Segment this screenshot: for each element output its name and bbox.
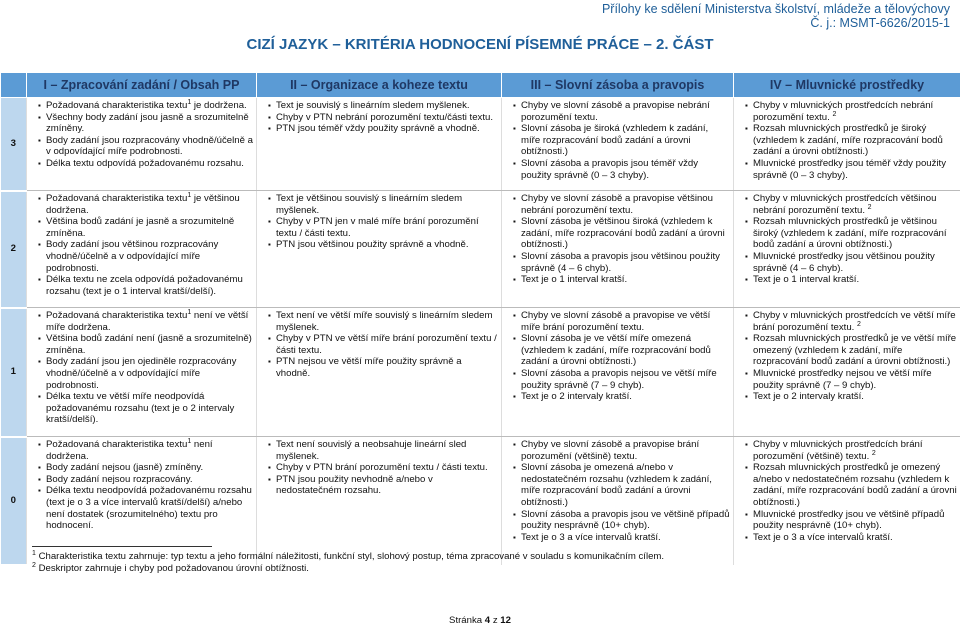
criteria-cell-grammar: [734, 98, 960, 191]
criteria-cell-content: [27, 98, 257, 191]
criteria-cell-organization: [257, 98, 502, 191]
criteria-cell-content: [27, 191, 257, 308]
criteria-item: ▪ Chyby v mluvnických prostředcích ve větší míře brání porozumění textu. $^2$: [745, 310, 957, 333]
criteria-item: ▪ Rozsah mluvnických prostředků je široký (vzhledem k zadání, míře rozpracování bodů zadání a úrovni obtížnosti.): [745, 123, 957, 158]
score-cell: 3: [1, 98, 27, 191]
table-row: [1, 191, 960, 308]
criteria-item: ▪ Požadovaná charakteristika textu$^1$ je dodržena.: [38, 100, 253, 112]
criteria-item: ▪ Většina bodů zadání je jasně a srozumitelně zmíněna.: [38, 216, 253, 239]
criteria-item: ▪ Rozsah mluvnických prostředků je ve větší míře omezený (vzhledem k zadání, míře rozpracování bodů zadání a úrovni obtížnosti.): [745, 333, 957, 368]
column-header-vocabulary: III – Slovní zásoba a pravopis: [502, 73, 734, 98]
table-row: [1, 308, 960, 437]
criteria-item: ▪ Chyby v mluvnických prostředcích nebrání porozumění textu. $^2$: [745, 100, 957, 123]
criteria-item: ▪ PTN jsou použity nevhodně a/nebo v nedostatečném rozsahu.: [268, 474, 498, 497]
criteria-cell-grammar: [734, 437, 960, 566]
score-cell: 2: [1, 191, 27, 308]
criteria-cell-organization: [257, 191, 502, 308]
criteria-item: ▪ Text je většinou souvislý s lineárním sledem myšlenek.: [268, 193, 498, 216]
criteria-item: ▪ Chyby ve slovní zásobě a pravopise brání porozumění (většině) textu.: [513, 439, 730, 462]
criteria-item: ▪ Mluvnické prostředky jsou většinou použity správně (4 – 6 chyb).: [745, 251, 957, 274]
criteria-item: ▪ Chyby v PTN nebrání porozumění textu/části textu.: [268, 112, 498, 124]
score-cell: 1: [1, 308, 27, 437]
criteria-item: ▪ Body zadání jsou rozpracovány vhodně/účelně a v odpovídající míře podrobnosti.: [38, 135, 253, 158]
criteria-item: ▪ Všechny body zadání jsou jasně a srozumitelně zmíněny.: [38, 112, 253, 135]
criteria-item: ▪ Text je souvislý s lineárním sledem myšlenek.: [268, 100, 498, 112]
criteria-item: ▪ Chyby ve slovní zásobě a pravopise většinou nebrání porozumění textu.: [513, 193, 730, 216]
column-header-grammar: IV – Mluvnické prostředky: [734, 73, 960, 98]
criteria-item: ▪ Mluvnické prostředky nejsou ve větší míře použity správně (7 – 9 chyb).: [745, 368, 957, 391]
criteria-cell-vocabulary: [502, 191, 734, 308]
header-line-ministry: Přílohy ke sdělení Ministerstva školství, mládeže a tělovýchovy: [601, 2, 950, 16]
criteria-cell-vocabulary: [502, 98, 734, 191]
criteria-item: ▪ Text je o 2 intervaly kratší.: [513, 391, 730, 403]
criteria-cell-organization: [257, 308, 502, 437]
criteria-item: ▪ Chyby v PTN brání porozumění textu / části textu.: [268, 462, 498, 474]
criteria-item: ▪ Body zadání nejsou rozpracovány.: [38, 474, 253, 486]
criteria-item: ▪ Body zadání nejsou (jasně) zmíněny.: [38, 462, 253, 474]
criteria-item: ▪ Slovní zásoba a pravopis jsou téměř vždy použity správně (0 – 3 chyby).: [513, 158, 730, 181]
criteria-item: ▪ PTN jsou téměř vždy použity správně a vhodně.: [268, 123, 498, 135]
page-number: Stránka 4 z 12: [449, 615, 511, 626]
score-header: [1, 73, 27, 98]
criteria-table: [0, 72, 960, 566]
criteria-item: ▪ Text není ve větší míře souvislý s lineárním sledem myšlenek.: [268, 310, 498, 333]
criteria-item: ▪ Text je o 1 interval kratší.: [745, 274, 957, 286]
criteria-item: ▪ Požadovaná charakteristika textu$^1$ není dodržena.: [38, 439, 253, 462]
criteria-item: ▪ Délka textu neodpovídá požadovanému rozsahu (text je o 3 a více intervalů kratší/delší) a/nebo není dostatek (srozumitelného) textu pro hodnocení.: [38, 485, 253, 531]
criteria-item: ▪ Rozsah mluvnických prostředků je omezený a/nebo v nedostatečném rozsahu (vzhledem k zadání, míře rozpracování bodů zadání a úrovni obtížnosti.): [745, 462, 957, 508]
criteria-item: ▪ PTN jsou většinou použity správně a vhodně.: [268, 239, 498, 251]
footnote-1: $^1$ Charakteristika textu zahrnuje: typ textu a jeho formální náležitosti, funkční styl, slohový postup, téma zpracované v souladu s komunikačním cílem.: [32, 549, 665, 562]
criteria-item: ▪ Body zadání jsou jen ojediněle rozpracovány vhodně/účelně a v odpovídající míře podrobnosti.: [38, 356, 253, 391]
footnote-divider: [32, 546, 212, 547]
criteria-item: ▪ Body zadání jsou většinou rozpracovány vhodně/účelně a v odpovídající míře podrobnosti.: [38, 239, 253, 274]
criteria-item: ▪ Rozsah mluvnických prostředků je většinou široký (vzhledem k zadání, míře rozpracování bodů zadání a úrovni obtížnosti.): [745, 216, 957, 251]
criteria-item: ▪ Slovní zásoba je omezená a/nebo v nedostatečném rozsahu (vzhledem k zadání, míře rozpracování bodů zadání a úrovni obtížnosti.): [513, 462, 730, 508]
criteria-item: ▪ Požadovaná charakteristika textu$^1$ není ve větší míře dodržena.: [38, 310, 253, 333]
criteria-cell-grammar: [734, 308, 960, 437]
criteria-item: ▪ Chyby v mluvnických prostředcích brání porozumění (většině) textu. $^2$: [745, 439, 957, 462]
column-header-content: I – Zpracování zadání / Obsah PP: [27, 73, 257, 98]
criteria-cell-grammar: [734, 191, 960, 308]
page-title: CIZÍ JAZYK – KRITÉRIA HODNOCENÍ PÍSEMNÉ PRÁCE – 2. ČÁST: [246, 36, 714, 53]
criteria-item: ▪ Mluvnické prostředky jsou téměř vždy použity správně (0 – 3 chyby).: [745, 158, 957, 181]
criteria-item: ▪ Slovní zásoba je široká (vzhledem k zadání, míře rozpracování bodů zadání a úrovni obtížnosti.): [513, 123, 730, 158]
criteria-item: ▪ Text není souvislý a neobsahuje lineární sled myšlenek.: [268, 439, 498, 462]
criteria-item: ▪ Délka textu ne zcela odpovídá požadovanému rozsahu (text je o 1 interval kratší/delší).: [38, 274, 253, 297]
criteria-item: ▪ Délka textu odpovídá požadovanému rozsahu.: [38, 158, 253, 170]
criteria-item: ▪ Délka textu ve větší míře neodpovídá požadovanému rozsahu (text je o 2 intervaly kratší/delší).: [38, 391, 253, 426]
criteria-cell-vocabulary: [502, 308, 734, 437]
column-header-organization: II – Organizace a koheze textu: [257, 73, 502, 98]
footnote-2: $^2$ Deskriptor zahrnuje i chyby pod požadovanou úrovní obtížnosti.: [32, 561, 309, 574]
score-cell: 0: [1, 437, 27, 566]
criteria-item: ▪ Mluvnické prostředky jsou ve většině případů použity nesprávně (10+ chyb).: [745, 509, 957, 532]
table-header-row: [1, 73, 960, 98]
criteria-item: ▪ Chyby v mluvnických prostředcích většinou nebrání porozumění textu. $^2$: [745, 193, 957, 216]
criteria-item: ▪ Chyby v PTN ve větší míře brání porozumění textu / části textu.: [268, 333, 498, 356]
criteria-item: ▪ Text je o 1 interval kratší.: [513, 274, 730, 286]
criteria-item: ▪ PTN nejsou ve větší míře použity správně a vhodně.: [268, 356, 498, 379]
document-header: [602, 2, 950, 30]
criteria-item: ▪ Text je o 3 a více intervalů kratší.: [513, 532, 730, 544]
criteria-item: ▪ Požadovaná charakteristika textu$^1$ je většinou dodržena.: [38, 193, 253, 216]
criteria-item: ▪ Chyby v PTN jen v malé míře brání porozumění textu / části textu.: [268, 216, 498, 239]
footnotes: [32, 546, 664, 575]
table-row: [1, 98, 960, 191]
criteria-item: ▪ Slovní zásoba je ve větší míře omezená (vzhledem k zadání, míře rozpracování bodů zadání a úrovni obtížnosti.): [513, 333, 730, 368]
criteria-item: ▪ Většina bodů zadání není (jasně a srozumitelně) zmíněna.: [38, 333, 253, 356]
criteria-item: ▪ Chyby ve slovní zásobě a pravopise nebrání porozumění textu.: [513, 100, 730, 123]
criteria-item: ▪ Slovní zásoba je většinou široká (vzhledem k zadání, míře rozpracování bodů zadání a úrovni obtížnosti.): [513, 216, 730, 251]
criteria-item: ▪ Slovní zásoba a pravopis jsou ve většině případů použity nesprávně (10+ chyb).: [513, 509, 730, 532]
criteria-item: ▪ Slovní zásoba a pravopis nejsou ve větší míře použity správně (7 – 9 chyb).: [513, 368, 730, 391]
criteria-item: ▪ Chyby ve slovní zásobě a pravopise ve větší míře brání porozumění textu.: [513, 310, 730, 333]
criteria-item: ▪ Slovní zásoba a pravopis jsou většinou použity správně (4 – 6 chyb).: [513, 251, 730, 274]
criteria-item: ▪ Text je o 3 a více intervalů kratší.: [745, 532, 957, 544]
criteria-item: ▪ Text je o 2 intervaly kratší.: [745, 391, 957, 403]
criteria-cell-content: [27, 308, 257, 437]
header-line-reference: Č. j.: MSMT-6626/2015-1: [810, 16, 950, 30]
